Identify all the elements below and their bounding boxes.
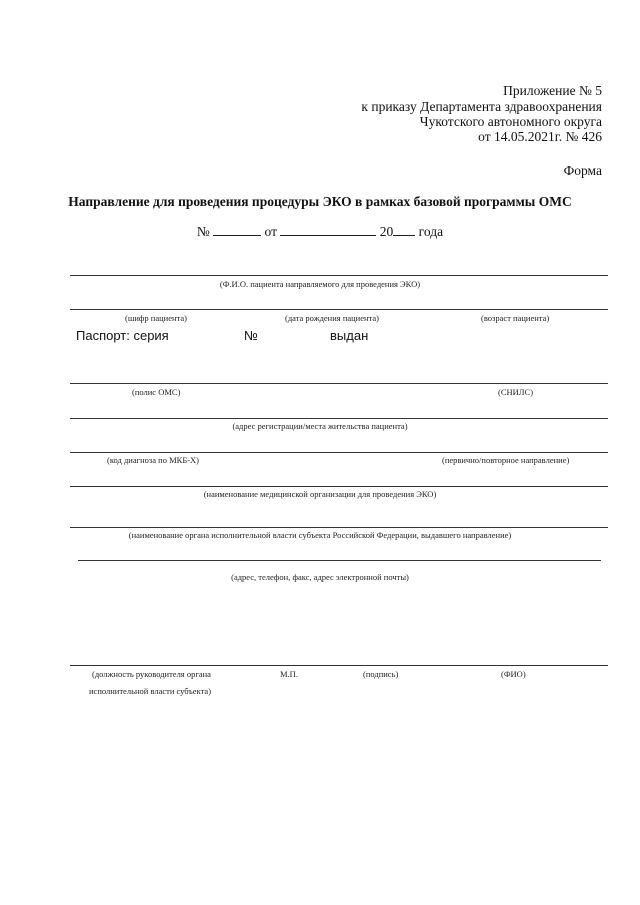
- address-line[interactable]: [70, 418, 608, 419]
- form-label: Форма: [563, 163, 602, 178]
- contacts-line[interactable]: [78, 560, 601, 561]
- authority-line[interactable]: [70, 527, 608, 528]
- diagnosis-caption: (код диагноза по МКБ-Х): [107, 455, 200, 465]
- medical-org-caption: (наименование медицинской организации для проведения ЭКО): [203, 489, 437, 499]
- policy-caption: (полис ОМС): [132, 387, 181, 397]
- contacts-caption: (адрес, телефон, факс, адрес электронной почты): [231, 572, 409, 582]
- year-prefix: 20: [379, 224, 394, 239]
- diagnosis-line[interactable]: [70, 452, 608, 453]
- stamp-caption: М.П.: [280, 669, 298, 679]
- cipher-caption: (шифр пациента): [125, 313, 187, 323]
- order-date-number: от 14.05.2021г. № 426: [478, 129, 602, 144]
- position-caption-line2: исполнительной власти субъекта): [89, 686, 212, 696]
- fio-caption: (Ф.И.О. пациента направляемого для проведения ЭКО): [219, 279, 421, 289]
- fio-signature-caption: (ФИО): [501, 669, 526, 679]
- appendix-number: Приложение № 5: [503, 83, 602, 98]
- number-field[interactable]: [213, 224, 261, 236]
- address-caption: (адрес регистрации/места жительства пациента): [232, 421, 408, 431]
- patient-info-line[interactable]: [70, 309, 608, 310]
- authority-caption: (наименование органа исполнительной власти субъекта Российской Федерации, выдавшего направление): [128, 530, 512, 540]
- year-field[interactable]: [393, 224, 415, 236]
- position-caption-line1: (должность руководителя органа: [92, 669, 211, 679]
- document-title: Направление для проведения процедуры ЭКО в рамках базовой программы ОМС: [68, 194, 572, 209]
- policy-snils-line[interactable]: [70, 383, 608, 384]
- year-label: года: [418, 224, 444, 239]
- date-field[interactable]: [280, 224, 376, 236]
- referral-type-caption: (первично/повторное направление): [442, 455, 570, 465]
- passport-number-label: №: [244, 328, 258, 343]
- order-region: Чукотского автономного округа: [419, 114, 602, 129]
- birthdate-caption: (дата рождения пациента): [285, 313, 379, 323]
- fio-line[interactable]: [70, 275, 608, 276]
- passport-issued-label: выдан: [330, 328, 369, 343]
- number-sign: №: [196, 224, 210, 239]
- order-department: к приказу Департамента здравоохранения: [361, 99, 602, 114]
- number-date-line: [0, 224, 640, 240]
- medical-org-line[interactable]: [70, 486, 608, 487]
- signature-line[interactable]: [70, 665, 608, 666]
- age-caption: (возраст пациента): [481, 313, 550, 323]
- snils-caption: (СНИЛС): [498, 387, 534, 397]
- from-label: от: [264, 224, 278, 239]
- passport-series-label: Паспорт: серия: [76, 328, 169, 343]
- signature-caption: (подпись): [363, 669, 399, 679]
